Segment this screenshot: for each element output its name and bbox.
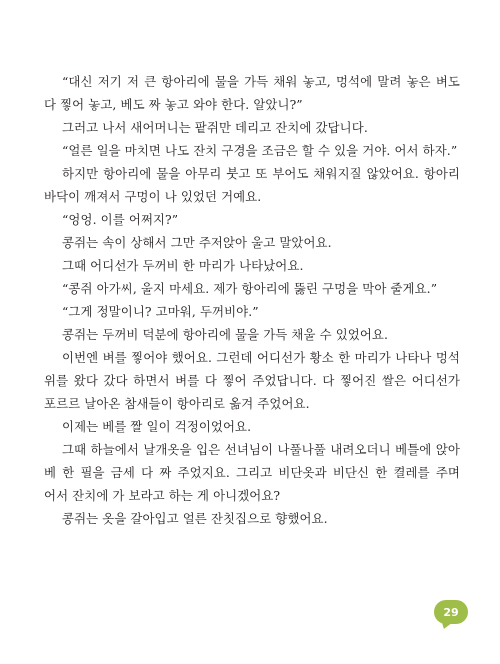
paragraph: “대신 저기 저 큰 항아리에 물을 가득 채워 놓고, 멍석에 말려 놓은 벼도 다 찧어 놓고, 베도 짜 놓고 와야 한다. 알았니?” [44,74,460,112]
paragraph: 콩쥐는 두꺼비 덕분에 항아리에 물을 가득 채울 수 있었어요. [62,327,389,342]
paragraph: “엉엉. 이를 어쩌지?” [62,212,179,227]
paragraph: 이제는 베를 짤 일이 걱정이었어요. [62,419,252,434]
paragraph: 이번엔 벼를 찧어야 했어요. 그런데 어디선가 황소 한 마리가 나타나 멍석 위를 왔다 갔다 하면서 벼를 다 찧어 주었답니다. 다 찧어진 쌀은 어디선가 포르르 날아온 참새들이 항아리로 옮겨 주었어요. [44,350,460,411]
paragraph: “콩쥐 아가씨, 울지 마세요. 제가 항아리에 뚫린 구멍을 막아 줄게요.” [62,281,438,296]
paragraph: 그러고 나서 새어머니는 팥쥐만 데리고 잔치에 갔답니다. [62,120,368,135]
paragraph: 하지만 항아리에 물을 아무리 붓고 또 부어도 채워지질 않았어요. 항아리 바닥이 깨져서 구멍이 나 있었던 거예요. [44,166,460,204]
paragraph: 그때 하늘에서 날개옷을 입은 선녀님이 나풀나풀 내려오더니 베틀에 앉아 베 한 필을 금세 다 짜 주었지요. 그리고 비단옷과 비단신 한 켤레를 주며 어서 잔치에 가 보라고 하는 게 아니겠어요? [44,442,460,503]
page-number-badge [434,600,468,624]
paragraph: “얼른 일을 마치면 나도 잔치 구경을 조금은 할 수 있을 거야. 어서 하자.” [62,143,458,158]
page-number: 29 [443,605,459,619]
paragraph: 콩쥐는 속이 상해서 그만 주저앉아 울고 말았어요. [62,235,332,250]
story-text [44,70,460,530]
paragraph: “그게 정말이니? 고마워, 두꺼비야.” [62,304,259,319]
paragraph: 그때 어디선가 두꺼비 한 마리가 나타났어요. [62,258,304,273]
paragraph: 콩쥐는 옷을 갈아입고 얼른 잔칫집으로 향했어요. [62,511,328,526]
